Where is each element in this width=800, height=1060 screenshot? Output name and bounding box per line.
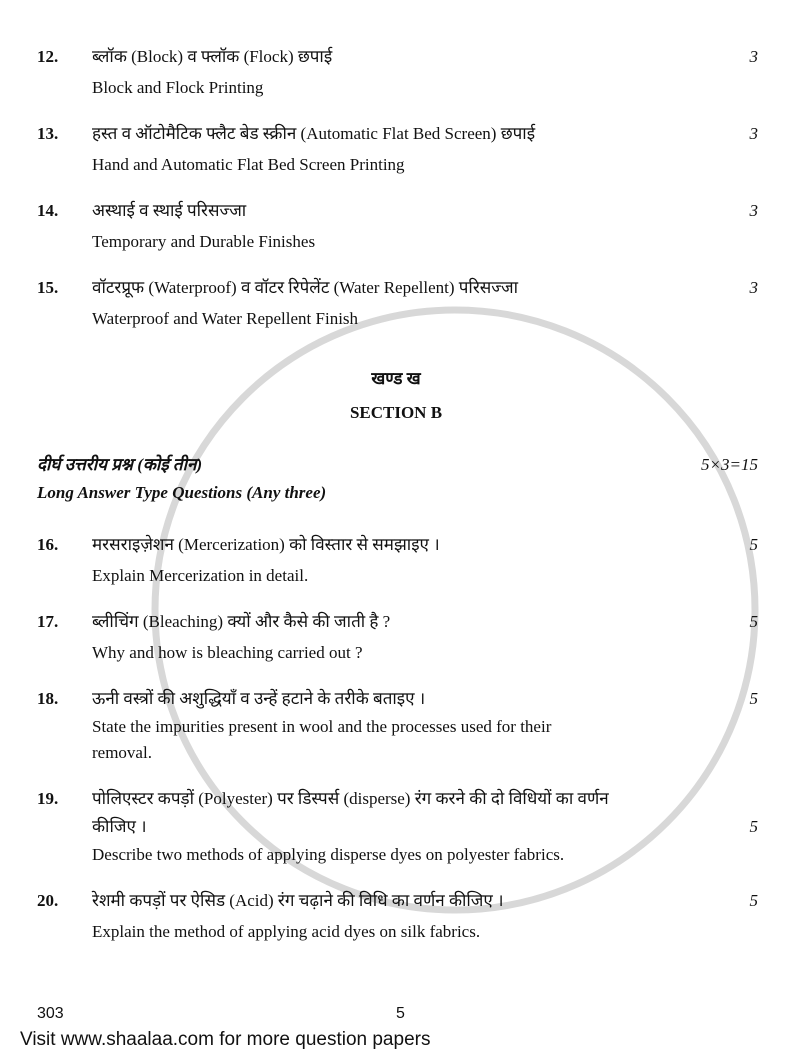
section-heading: SECTION B: [349, 403, 443, 422]
question-number: 13.: [37, 124, 59, 143]
question-hindi-cont: कीजिए ।: [92, 817, 147, 836]
question-hindi: मरसराइज़ेशन (Mercerization) को विस्तार से समझाइए ।: [92, 535, 440, 554]
question-english: Temporary and Durable Finishes: [92, 232, 316, 251]
question-hindi: रेशमी कपड़ों पर ऐसिड (Acid) रंग चढ़ाने की विधि का वर्णन कीजिए ।: [92, 891, 504, 910]
question-hindi: हस्त व ऑटोमैटिक फ्लैट बेड स्क्रीन (Automatic Flat Bed Screen) छपाई: [92, 124, 536, 143]
question-english: Hand and Automatic Flat Bed Screen Printing: [92, 155, 405, 174]
question-number: 20.: [37, 891, 59, 910]
question-16: [37, 535, 758, 586]
instruction-english: Long Answer Type Questions (Any three): [37, 483, 327, 502]
question-english-cont: removal.: [92, 743, 152, 762]
question-number: 19.: [37, 789, 59, 808]
question-number: 12.: [37, 47, 59, 66]
question-english: Describe two methods of applying disperse dyes on polyester fabrics.: [92, 845, 565, 864]
question-english: Waterproof and Water Repellent Finish: [92, 309, 359, 328]
question-marks: 5: [749, 689, 758, 708]
question-english: Explain the method of applying acid dyes on silk fabrics.: [92, 922, 481, 941]
instruction-hindi: दीर्घ उत्तरीय प्रश्न (कोई तीन): [37, 455, 203, 474]
question-english: Explain Mercerization in detail.: [92, 566, 309, 585]
question-marks: 5: [749, 817, 758, 836]
question-number: 17.: [37, 612, 59, 631]
question-hindi: वॉटरप्रूफ (Waterproof) व वॉटर रिपेलेंट (Water Repellent) परिसज्जा: [92, 278, 519, 297]
paper-code: 303: [37, 1005, 64, 1022]
section-heading-hindi: खण्ड ख: [371, 369, 421, 388]
question-15: [37, 278, 758, 329]
question-marks: 5: [749, 612, 758, 631]
question-hindi: ऊनी वस्त्रों की अशुद्धियाँ व उन्हें हटाने के तरीके बताइए ।: [92, 689, 426, 708]
question-english-line: State the impurities present in wool and the processes used for their: [92, 717, 552, 736]
question-marks: 3: [749, 201, 758, 220]
question-english: Block and Flock Printing: [92, 78, 264, 97]
question-english: [92, 717, 758, 763]
instruction: [37, 455, 758, 503]
question-number: 14.: [37, 201, 59, 220]
question-number: 15.: [37, 278, 59, 297]
question-19: [37, 789, 758, 865]
question-marks: 3: [749, 47, 758, 66]
question-marks: 5: [749, 891, 758, 910]
visit-link[interactable]: Visit www.shaalaa.com for more question papers: [20, 1029, 431, 1050]
question-hindi: पोलिएस्टर कपड़ों (Polyester) पर डिस्पर्स (disperse) रंग करने की दो विधियों का वर्णन: [92, 789, 609, 808]
question-paper: [37, 47, 758, 968]
question-number: 18.: [37, 689, 59, 708]
question-18: [37, 689, 758, 763]
question-17: [37, 612, 758, 663]
question-number: 16.: [37, 535, 59, 554]
question-12: [37, 47, 758, 98]
question-marks: 5: [749, 535, 758, 554]
question-marks: 3: [749, 278, 758, 297]
instruction-marks: 5×3=15: [701, 455, 758, 474]
question-20: [37, 891, 758, 942]
question-marks: 3: [749, 124, 758, 143]
question-hindi: ब्लॉक (Block) व फ्लॉक (Flock) छपाई: [92, 47, 333, 66]
question-hindi: ब्लीचिंग (Bleaching) क्यों और कैसे की जाती है ?: [92, 612, 391, 631]
page-number: 5: [396, 1005, 405, 1022]
question-english: Why and how is bleaching carried out ?: [92, 643, 363, 662]
question-13: [37, 124, 758, 175]
question-hindi: अस्थाई व स्थाई परिसज्जा: [92, 201, 247, 220]
question-14: [37, 201, 758, 252]
